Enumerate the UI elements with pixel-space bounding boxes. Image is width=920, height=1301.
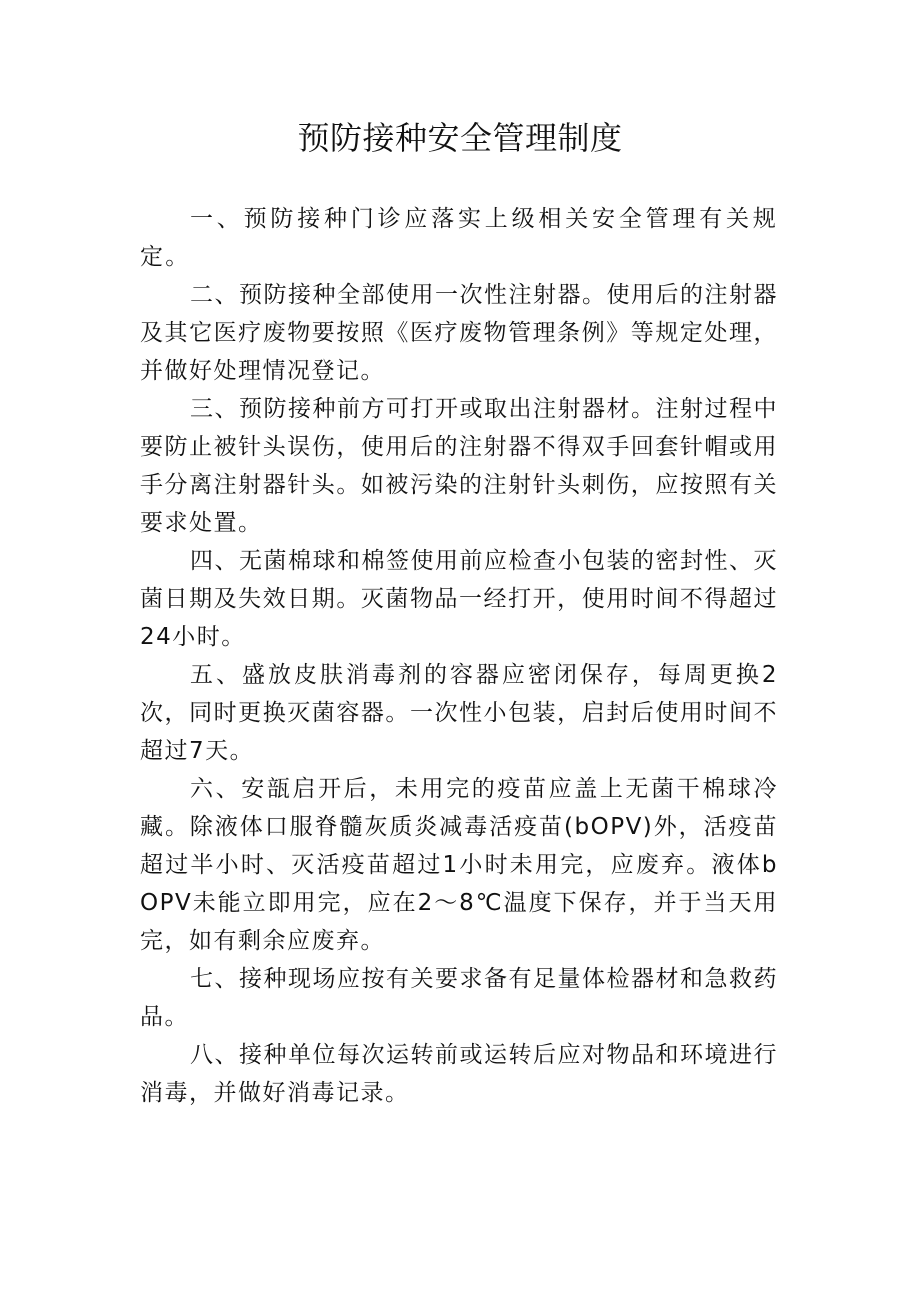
clause-3: 三、预防接种前方可打开或取出注射器材。注射过程中要防止被针头误伤，使用后的注射器不得双手回套针帽或用手分离注射器针头。如被污染的注射针头刺伤，应按照有关要求处置。 <box>140 396 778 536</box>
document-title: 预防接种安全管理制度 <box>297 119 623 157</box>
clause-8: 八、接种单位每次运转前或运转后应对物品和环境进行消毒，并做好消毒记录。 <box>140 1042 778 1106</box>
clause-5: 五、盛放皮肤消毒剂的容器应密闭保存，每周更换2次，同时更换灭菌容器。一次性小包装，启封后使用时间不超过7天。 <box>140 662 778 764</box>
document-body <box>140 200 778 1112</box>
clause-7: 七、接种现场应按有关要求备有足量体检器材和急救药品。 <box>140 966 778 1030</box>
clause-6: 六、安瓿启开后，未用完的疫苗应盖上无菌干棉球冷藏。除液体口服脊髓灰质炎减毒活疫苗(bOPV)外，活疫苗超过半小时、灭活疫苗超过1小时未用完，应废弃。液体bOPV未能立即用完，应在2～8℃温度下保存，并于当天用完，如有剩余应废弃。 <box>140 776 778 954</box>
clause-2: 二、预防接种全部使用一次性注射器。使用后的注射器及其它医疗废物要按照《医疗废物管理条例》等规定处理，并做好处理情况登记。 <box>140 282 778 384</box>
clause-4: 四、无菌棉球和棉签使用前应检查小包装的密封性、灭菌日期及失效日期。灭菌物品一经打开，使用时间不得超过24小时。 <box>140 548 778 650</box>
clause-1: 一、预防接种门诊应落实上级相关安全管理有关规定。 <box>140 206 778 270</box>
